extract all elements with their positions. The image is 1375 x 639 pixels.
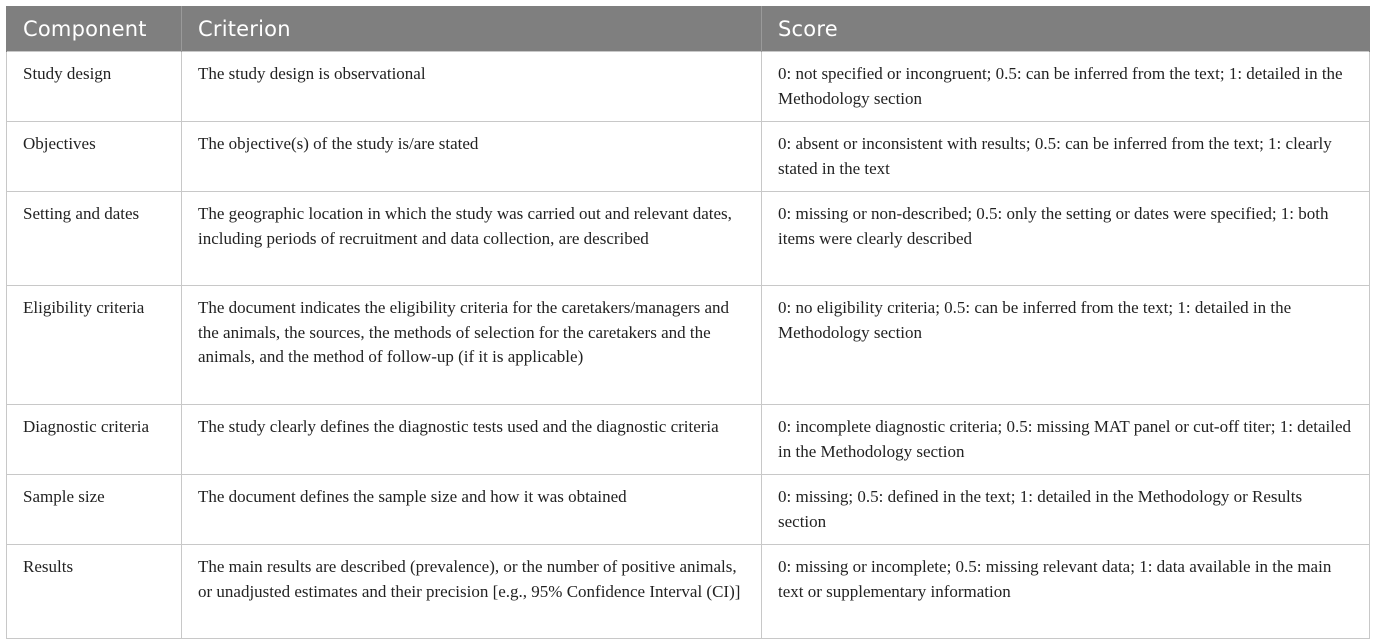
cell-score: 0: not specified or incongruent; 0.5: can be inferred from the text; 1: detailed in the Methodology section [762, 52, 1370, 122]
table-row [7, 122, 1370, 192]
cell-score: 0: no eligibility criteria; 0.5: can be inferred from the text; 1: detailed in the Methodology section [762, 286, 1370, 405]
cell-component: Results [7, 545, 182, 639]
table-row [7, 192, 1370, 286]
header-component: Component [7, 6, 182, 52]
cell-score: 0: absent or inconsistent with results; 0.5: can be inferred from the text; 1: clearly stated in the text [762, 122, 1370, 192]
table-row [7, 475, 1370, 545]
cell-criterion: The main results are described (prevalence), or the number of positive animals, or unadjusted estimates and their precision [e.g., 95% Confidence Interval (CI)] [182, 545, 762, 639]
cell-criterion: The study design is observational [182, 52, 762, 122]
header-row [7, 6, 1370, 52]
table-header [7, 6, 1370, 52]
table-body [7, 52, 1370, 639]
cell-component: Diagnostic criteria [7, 405, 182, 475]
table-row [7, 286, 1370, 405]
cell-criterion: The study clearly defines the diagnostic tests used and the diagnostic criteria [182, 405, 762, 475]
cell-criterion: The objective(s) of the study is/are stated [182, 122, 762, 192]
cell-component: Setting and dates [7, 192, 182, 286]
table-row [7, 545, 1370, 639]
cell-component: Objectives [7, 122, 182, 192]
cell-score: 0: incomplete diagnostic criteria; 0.5: missing MAT panel or cut-off titer; 1: detailed in the Methodology section [762, 405, 1370, 475]
cell-score: 0: missing; 0.5: defined in the text; 1: detailed in the Methodology or Results section [762, 475, 1370, 545]
cell-criterion: The geographic location in which the study was carried out and relevant dates, including periods of recruitment and data collection, are described [182, 192, 762, 286]
cell-score: 0: missing or incomplete; 0.5: missing relevant data; 1: data available in the main text or supplementary information [762, 545, 1370, 639]
cell-criterion: The document indicates the eligibility criteria for the caretakers/managers and the animals, the sources, the methods of selection for the caretakers and the animals, and the method of follow-up (if it is applicable) [182, 286, 762, 405]
quality-criteria-table [6, 6, 1370, 639]
header-criterion: Criterion [182, 6, 762, 52]
cell-component: Sample size [7, 475, 182, 545]
cell-component: Study design [7, 52, 182, 122]
quality-criteria-table-wrapper [6, 6, 1369, 639]
cell-score: 0: missing or non-described; 0.5: only the setting or dates were specified; 1: both items were clearly described [762, 192, 1370, 286]
cell-component: Eligibility criteria [7, 286, 182, 405]
table-row [7, 405, 1370, 475]
table-row [7, 52, 1370, 122]
cell-criterion: The document defines the sample size and how it was obtained [182, 475, 762, 545]
header-score: Score [762, 6, 1370, 52]
